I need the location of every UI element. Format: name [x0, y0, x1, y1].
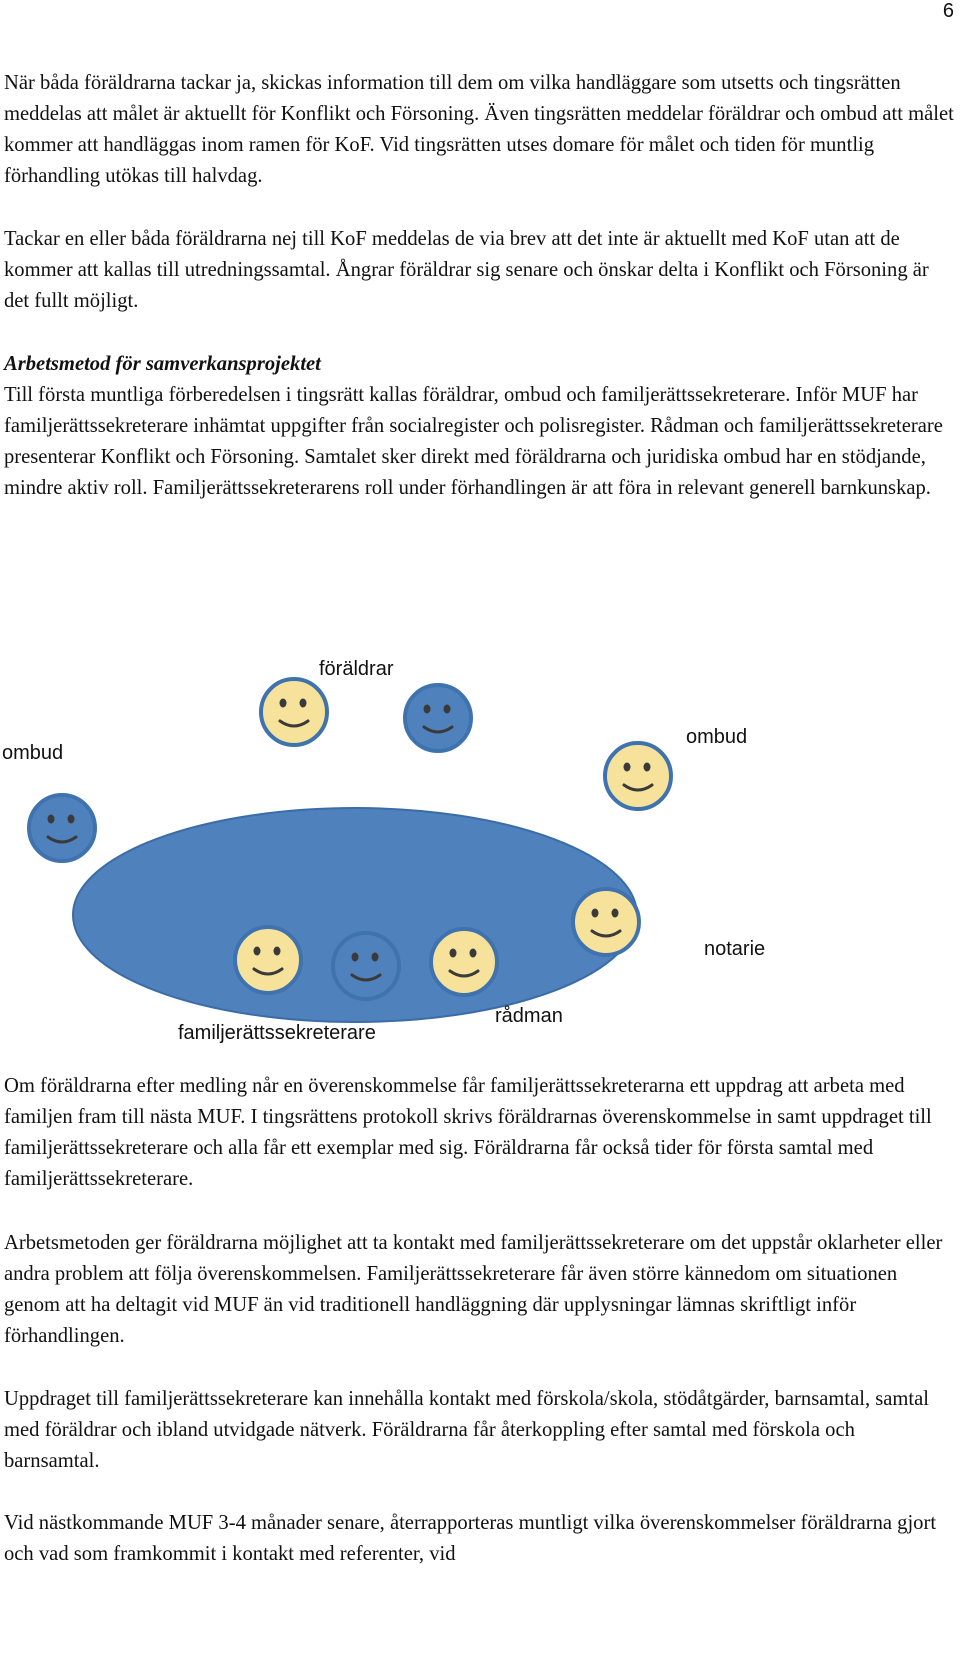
label-foraldrar: föräldrar: [319, 658, 394, 680]
face-notarie: [570, 886, 642, 958]
label-notarie: notarie: [704, 938, 766, 960]
paragraph-followup: Vid nästkommande MUF 3-4 månader senare, återrapporteras muntligt vilka överenskommelser föräldrarna gjort och vad som framkommit i kontakt med referenter, vid: [4, 1512, 937, 1565]
face-parent-blue: [402, 682, 474, 754]
face-ombud-left: [26, 792, 98, 864]
smiley-face-icon: [402, 682, 474, 754]
label-ombud-left: ombud: [2, 742, 64, 764]
paragraph-acceptance: När båda föräldrarna tackar ja, skickas information till dem om vilka handläggare som utsetts och tingsrätten meddelas att målet är aktuellt för Konflikt och Försoning. Även tingsrätten meddelar föräldrar och ombud att målet kommer att handläggas inom ramen för KoF. Vid tingsrätten utses domare för målet och tiden för muntlig förhandling utökas till halvdag.: [4, 72, 954, 187]
face-familjeratt-2: [330, 930, 402, 1002]
paragraph-decline: Tackar en eller båda föräldrarna nej till KoF meddelas de via brev att det inte är aktuellt med KoF utan att de kommer att kallas till utredningssamtal. Ångrar föräldrar sig senare och önskar delta i Konflikt och Försoning är det fullt möjligt.: [4, 228, 929, 312]
section-heading-method: Arbetsmetod för samverkansprojektet: [4, 353, 321, 375]
smiley-face-icon: [330, 930, 402, 1002]
label-radman: rådman: [495, 1005, 563, 1027]
paragraph-method-benefit: Arbetsmetoden ger föräldrarna möjlighet att ta kontakt med familjerättssekreterare om det uppstår oklarheter eller andra problem att följa överenskommelsen. Familjerättssekreterare får även större kännedom om situationen genom att ha deltagit vid MUF än vid traditionell handläggning där upplysningar lämnas skriftligt inför förhandlingen.: [4, 1232, 943, 1347]
courtroom-seating-diagram: [0, 658, 960, 1130]
paragraph-agreement: Om föräldrarna efter medling når en överenskommelse får familjerättssekreterarna ett uppdrag att arbeta med familjen fram till nästa MUF. I tingsrättens protokoll skrivs föräldrarnas överenskommelse in samt uppdraget till familjerättssekreterare och alla får ett exemplar med sig. Föräldrarna får också tider för första samtal med familjerättssekreterare.: [4, 1075, 932, 1190]
face-ombud-right: [602, 740, 674, 812]
method-section: [4, 349, 954, 504]
smiley-face-icon: [258, 676, 330, 748]
face-familjeratt-1: [232, 924, 304, 996]
smiley-face-icon: [602, 740, 674, 812]
smiley-face-icon: [570, 886, 642, 958]
paragraph-assignment: Uppdraget till familjerättssekreterare kan innehålla kontakt med förskola/skola, stödåtgärder, barnsamtal, samtal med föräldrar och ibland utvidgade nätverk. Föräldrarna får återkoppling efter samtal med förskola och barnsamtal.: [4, 1388, 929, 1472]
label-familjerattssekreterare: familjerättssekreterare: [178, 1022, 376, 1044]
smiley-face-icon: [428, 926, 500, 998]
face-parent-yellow: [258, 676, 330, 748]
label-ombud-right: ombud: [686, 726, 748, 748]
smiley-face-icon: [232, 924, 304, 996]
paragraph-method: Till första muntliga förberedelsen i tingsrätt kallas föräldrar, ombud och familjerättssekreterare. Inför MUF har familjerättssekreterare inhämtat uppgifter från socialregister och polisregister. Rådman och familjerättssekreterare presenterar Konflikt och Försoning. Samtalet sker direkt med föräldrarna och juridiska ombud har en stödjande, mindre aktiv roll. Familjerättssekreterarens roll under förhandlingen är att föra in relevant generell barnkunskap.: [4, 384, 943, 499]
face-radman: [428, 926, 500, 998]
page-number: 6: [942, 0, 954, 22]
smiley-face-icon: [26, 792, 98, 864]
